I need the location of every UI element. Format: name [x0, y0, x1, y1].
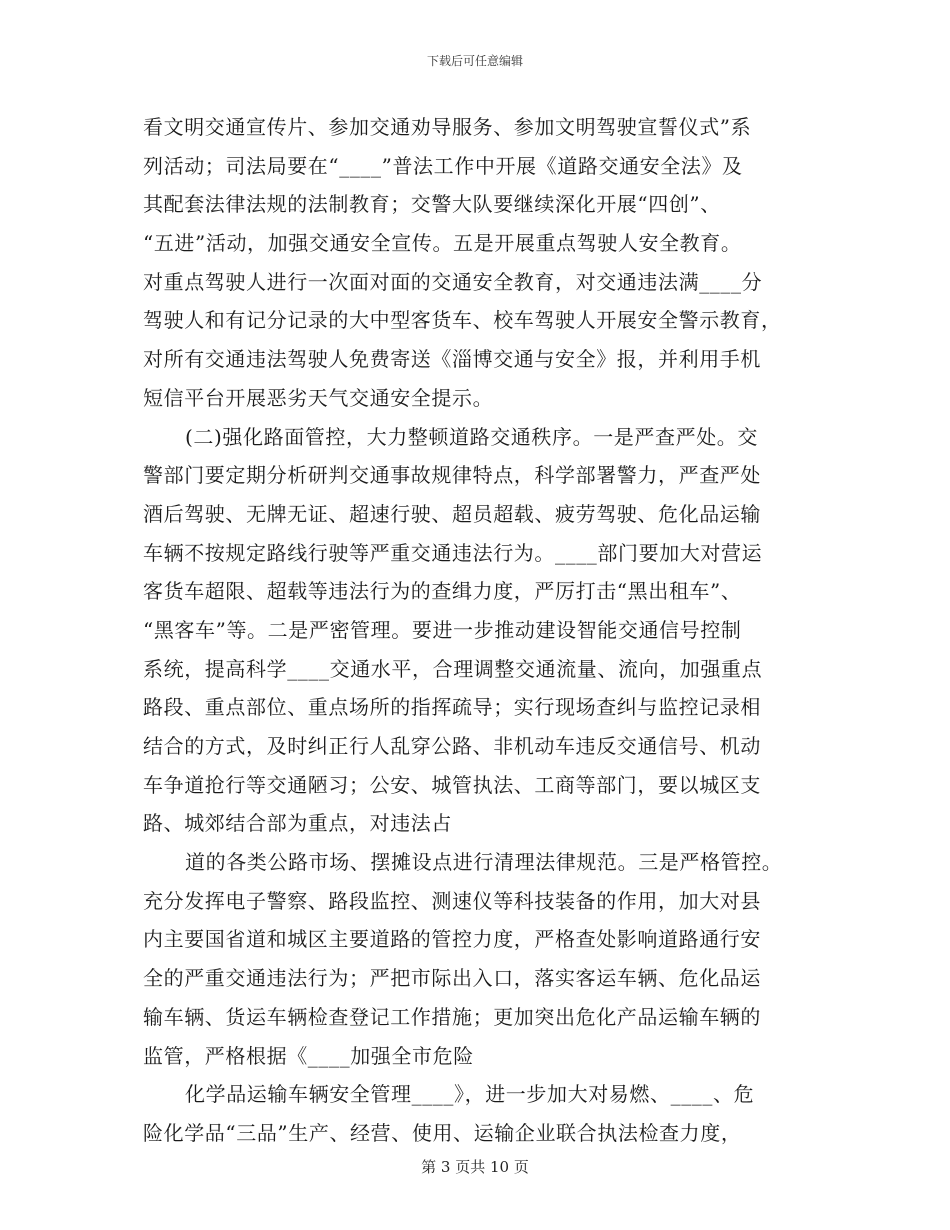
- paragraph: [143, 843, 813, 1075]
- text-line: 车争道抢行等交通陋习；公安、城管执法、工商等部门，要以城区支: [143, 772, 761, 797]
- text-line: 监管，严格根据《____加强全市危险: [143, 1043, 474, 1068]
- text-line: 对所有交通违法驾驶人免费寄送《淄博交通与安全》报，并利用手机: [143, 347, 761, 372]
- text-line: 其配套法律法规的法制教育；交警大队要继续深化开展“四创”、: [143, 192, 721, 217]
- page-footer: 第 3 页共 10 页: [421, 1158, 529, 1176]
- document-body: [143, 108, 813, 1153]
- text-line: 酒后驾驶、无牌无证、超速行驶、超员超载、疲劳驾驶、危化品运输: [143, 501, 761, 526]
- text-line: 警部门要定期分析研判交通事故规律特点，科学部署警力，严查严处: [143, 463, 761, 488]
- paragraph: [143, 108, 813, 418]
- text-line: 全的严重交通违法行为；严把市际出入口，落实客运车辆、危化品运: [143, 966, 761, 991]
- text-line: 输车辆、货运车辆检查登记工作措施；更加突出危化产品运输车辆的: [143, 1004, 761, 1029]
- text-line: 结合的方式，及时纠正行人乱穿公路、非机动车违反交通信号、机动: [143, 734, 761, 758]
- text-line: 客货车超限、超载等违法行为的查缉力度，严厉打击“黑出租车”、: [143, 579, 742, 604]
- text-line: 路、城郊结合部为重点，对违法占: [143, 811, 452, 836]
- text-line: 系统，提高科学____交通水平，合理调整交通流量、流向，加强重点: [143, 656, 763, 681]
- text-line: (二)强化路面管控，大力整顿道路交通秩序。一是严查严处。交: [185, 424, 759, 449]
- page-header: 下载后可任意编辑: [426, 54, 523, 68]
- text-line: 化学品运输车辆安全管理____》，进一步加大对易燃、____、危: [185, 1082, 755, 1107]
- text-line: “五进”活动，加强交通安全宣传。五是开展重点驾驶人安全教育。: [143, 231, 742, 256]
- text-line: 路段、重点部位、重点场所的指挥疏导；实行现场查纠与监控记录相: [143, 695, 761, 720]
- paragraph: [143, 1075, 813, 1152]
- text-line: 对重点驾驶人进行一次面对面的交通安全教育，对交通违法满____分: [143, 269, 763, 294]
- text-line: 内主要国省道和城区主要道路的管控力度，严格查处影响道路通行安: [143, 927, 761, 952]
- paragraph: [143, 418, 813, 844]
- text-line: 驾驶人和有记分记录的大中型客货车、校车驾驶人开展安全警示教育，: [143, 308, 782, 333]
- text-line: 短信平台开展恶劣天气交通安全提示。: [143, 385, 494, 410]
- text-line: 看文明交通宣传片、参加交通劝导服务、参加文明驾驶宣誓仪式”系: [143, 115, 752, 139]
- text-line: 险化学品“三品”生产、经营、使用、运输企业联合执法检查力度，: [143, 1120, 742, 1145]
- text-line: 列活动；司法局要在“____”普法工作中开展《道路交通安全法》及: [143, 153, 743, 178]
- text-line: 道的各类公路市场、摆摊设点进行清理法律规范。三是严格管控。: [185, 850, 783, 875]
- text-line: 充分发挥电子警察、路段监控、测速仪等科技装备的作用，加大对县: [143, 888, 761, 913]
- text-line: 车辆不按规定路线行驶等严重交通违法行为。____部门要加大对营运: [143, 540, 763, 565]
- text-line: “黑客车”等。二是严密管理。要进一步推动建设智能交通信号控制: [143, 617, 742, 642]
